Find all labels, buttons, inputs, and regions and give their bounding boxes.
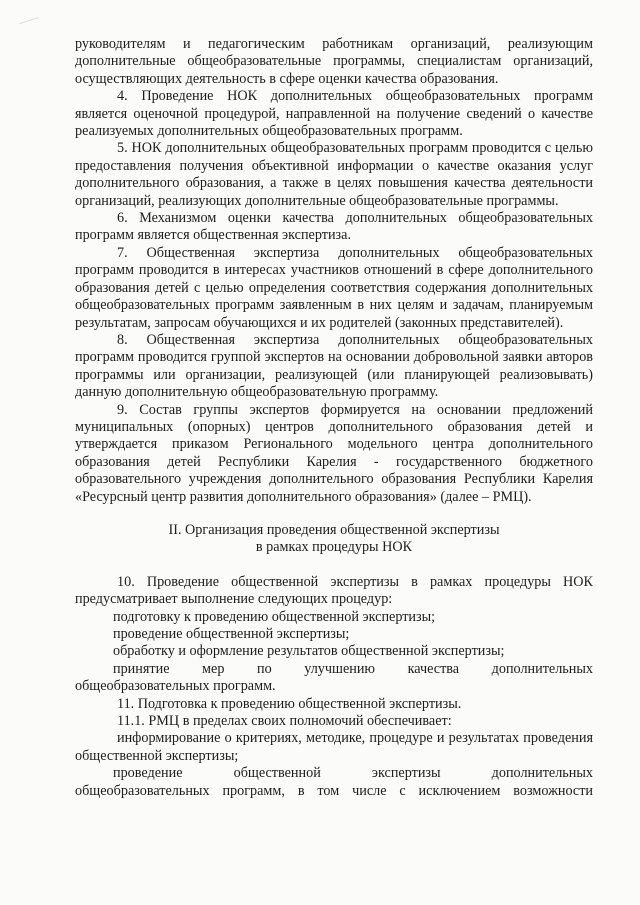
paragraph-5: 5. НОК дополнительных общеобразовательных программ проводится с целью предоставления получения объективной информации о качестве оказания услуг дополнительного образования, а также в целях повышения качества деятельности организаций, реализующих дополнительные общеобразовательные программы. <box>75 140 593 209</box>
paragraph-11-1-item-b-line1: проведение общественной экспертизы дополнительных <box>113 765 593 782</box>
paragraph-8: 8. Общественная экспертиза дополнительных общеобразовательных программ проводится группой экспертов на основании добровольной заявки авторов программы или организации, реализующей (или планирующей реализовывать) данную дополнительную общеобразовательную программу. <box>75 331 593 401</box>
paragraph-10-item-d-line1: принятие мер по улучшению качества дополнительных <box>113 660 593 677</box>
paragraph-7: 7. Общественная экспертиза дополнительных общеобразовательных программ проводится в интересах участников отношений в сфере дополнительного образования детей с целью определения соответствия содержания дополнительных общеобразовательных программ заявленным в них целям и задачам, планируемым результатам, запросам обучающихся и их родителей (законных представителей). <box>75 244 593 331</box>
paragraph-intro: руководителям и педагогическим работникам организаций, реализующим дополнительные общеобразовательные программы, специалистам организаций, осуществляющих деятельность в сфере оценки качества образования. <box>75 36 593 87</box>
section-heading-line2: в рамках процедуры НОК <box>255 539 413 556</box>
section-heading-line1: II. Организация проведения общественной экспертизы <box>168 521 500 538</box>
paragraph-9: 9. Состав группы экспертов формируется на основании предложений муниципальных (опорных) центров дополнительного образования детей и утверждается приказом Регионального модельного центра дополнительного образования детей Республики Карелия - государственного бюджетного образовательного учреждения дополнительного образования Республики Карелия «Ресурсный центр развития дополнительного образования» (далее – РМЦ). <box>75 401 593 505</box>
paragraph-10-item-a: подготовку к проведению общественной экспертизы; <box>113 608 436 625</box>
paragraph-11-1-item-a: информирование о критериях, методике, процедуре и результатах проведения общественной экспертизы; <box>75 730 593 764</box>
paragraph-10-item-b: проведение общественной экспертизы; <box>113 626 350 642</box>
paragraph-10: 10. Проведение общественной экспертизы в рамках процедуры НОК предусматривает выполнение следующих процедур: <box>75 573 593 608</box>
paragraph-6: 6. Механизмом оценки качества дополнительных общеобразовательных программ является общественная экспертиза. <box>75 210 593 244</box>
paragraph-11-1-item-b-line2: общеобразовательных программ, в том числе с исключением возможности <box>75 782 593 799</box>
paragraph-10-item-d-line2: общеобразовательных программ. <box>75 678 276 695</box>
document-body <box>75 36 593 800</box>
section-heading <box>75 522 593 557</box>
paragraph-11-1: 11.1. РМЦ в пределах своих полномочий обеспечивает: <box>117 713 452 730</box>
paragraph-11: 11. Подготовка к проведению общественной экспертизы. <box>117 695 462 712</box>
paragraph-10-item-c: обработку и оформление результатов общественной экспертизы; <box>113 643 505 660</box>
scan-mark <box>19 17 41 32</box>
paragraph-4: 4. Проведение НОК дополнительных общеобразовательных программ является оценочной процедурой, направленной на получение сведений о качестве реализуемых дополнительных общеобразовательных программ. <box>75 88 593 140</box>
